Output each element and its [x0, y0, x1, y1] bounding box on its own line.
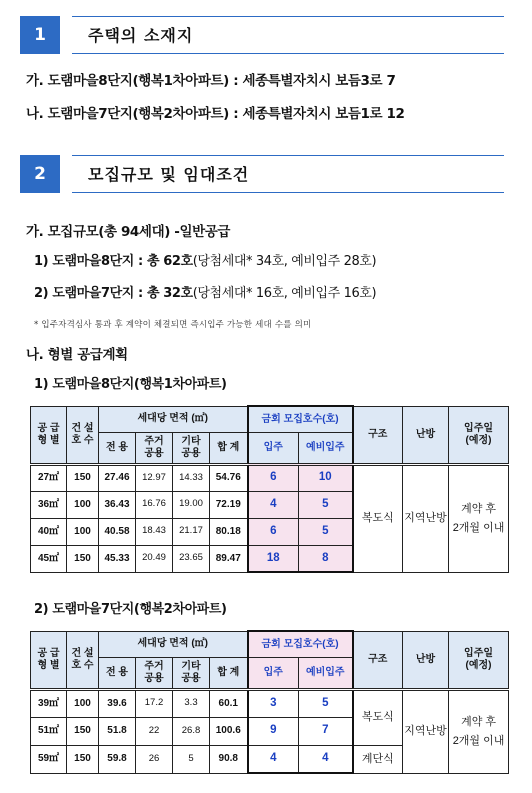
address-line-1: 가. 도램마을8단지(행복1차아파트) : 세종특별자치시 보듬3로 7	[26, 73, 396, 89]
header-units: 건 설 호 수	[67, 631, 99, 689]
cell-move-in: 9	[248, 717, 299, 745]
recruit-note: * 입주자격심사 통과 후 계약이 체결되면 즉시입주 가능한 세대 수를 의미	[34, 320, 312, 330]
cell-move-in: 18	[248, 545, 299, 572]
header-area: 세대당 면적 (㎡)	[99, 406, 248, 432]
cell-exclusive: 45.33	[99, 545, 136, 572]
cell-other: 3.3	[173, 689, 210, 717]
recruit-line-2	[34, 282, 376, 301]
cell-other: 21.17	[173, 518, 210, 545]
header-reserve: 예비입주	[299, 657, 353, 689]
header-reserve: 예비입주	[299, 432, 353, 464]
cell-other: 23.65	[173, 545, 210, 572]
header-move-in: 입주	[248, 432, 299, 464]
cell-units: 100	[67, 689, 99, 717]
header-move-in: 입주	[248, 657, 299, 689]
cell-residential: 18.43	[136, 518, 173, 545]
address-line-2: 나. 도램마을7단지(행복2차아파트) : 세종특별자치시 보듬1로 12	[26, 106, 405, 122]
complex7-table	[30, 630, 509, 774]
divider	[72, 155, 504, 156]
header-date: 입주일 (예정)	[449, 631, 509, 689]
cell-units: 150	[67, 745, 99, 773]
cell-units: 100	[67, 518, 99, 545]
recruit-line-1-rest: (당첨세대* 34호, 예비입주 28호)	[192, 254, 377, 269]
header-area: 세대당 면적 (㎡)	[99, 631, 248, 657]
cell-type: 36㎡	[31, 491, 67, 518]
header-recruit: 금회 모집호수(호)	[248, 631, 353, 657]
cell-total: 80.18	[210, 518, 248, 545]
cell-structure: 복도식	[353, 689, 403, 745]
recruit-line-2-rest: (당첨세대* 16호, 예비입주 16호)	[192, 286, 377, 301]
table-row	[31, 689, 509, 717]
cell-reserve: 10	[299, 464, 353, 491]
section-number: 1	[20, 16, 60, 54]
cell-other: 26.8	[173, 717, 210, 745]
cell-move-in: 4	[248, 745, 299, 773]
header-type: 공 급 형 별	[31, 406, 67, 464]
header-other: 기타 공용	[173, 657, 210, 689]
section-number: 2	[20, 155, 60, 193]
cell-total: 100.6	[210, 717, 248, 745]
cell-units: 150	[67, 717, 99, 745]
cell-reserve: 5	[299, 689, 353, 717]
cell-exclusive: 36.43	[99, 491, 136, 518]
cell-total: 60.1	[210, 689, 248, 717]
cell-residential: 16.76	[136, 491, 173, 518]
header-residential: 주거 공용	[136, 657, 173, 689]
section-title: 주택의 소재지	[88, 26, 194, 45]
cell-exclusive: 27.46	[99, 464, 136, 491]
header-exclusive: 전 용	[99, 657, 136, 689]
header-recruit: 금회 모집호수(호)	[248, 406, 353, 432]
cell-heating: 지역난방	[403, 464, 449, 572]
cell-exclusive: 59.8	[99, 745, 136, 773]
cell-structure: 계단식	[353, 745, 403, 773]
divider	[72, 16, 504, 17]
cell-other: 14.33	[173, 464, 210, 491]
cell-type: 27㎡	[31, 464, 67, 491]
cell-exclusive: 40.58	[99, 518, 136, 545]
cell-total: 90.8	[210, 745, 248, 773]
divider	[72, 192, 504, 193]
cell-residential: 12.97	[136, 464, 173, 491]
cell-type: 45㎡	[31, 545, 67, 572]
cell-exclusive: 39.6	[99, 689, 136, 717]
cell-date: 계약 후 2개월 이내	[449, 689, 509, 773]
cell-structure: 복도식	[353, 464, 403, 572]
cell-units: 150	[67, 545, 99, 572]
cell-units: 100	[67, 491, 99, 518]
header-type: 공 급 형 별	[31, 631, 67, 689]
header-heating: 난방	[403, 631, 449, 689]
section-1-header	[20, 16, 504, 54]
recruit-line-1-bold: 1) 도램마을8단지 : 총 62호	[34, 254, 193, 269]
plan-heading: 나. 형별 공급계획	[26, 347, 128, 363]
cell-total: 89.47	[210, 545, 248, 572]
cell-total: 72.19	[210, 491, 248, 518]
cell-reserve: 5	[299, 518, 353, 545]
cell-residential: 26	[136, 745, 173, 773]
header-heating: 난방	[403, 406, 449, 464]
cell-reserve: 7	[299, 717, 353, 745]
complex8-title: 1) 도램마을8단지(행복1차아파트)	[34, 377, 227, 392]
cell-date: 계약 후 2개월 이내	[449, 464, 509, 572]
header-structure: 구조	[353, 631, 403, 689]
cell-type: 51㎡	[31, 717, 67, 745]
cell-units: 150	[67, 464, 99, 491]
section-2-header	[20, 155, 504, 193]
complex8-table	[30, 405, 509, 573]
cell-move-in: 6	[248, 464, 299, 491]
header-total: 합 계	[210, 657, 248, 689]
header-structure: 구조	[353, 406, 403, 464]
recruit-line-1	[34, 250, 376, 269]
cell-residential: 20.49	[136, 545, 173, 572]
header-date: 입주일 (예정)	[449, 406, 509, 464]
cell-residential: 17.2	[136, 689, 173, 717]
divider	[72, 53, 504, 54]
header-residential: 주거 공용	[136, 432, 173, 464]
table-row	[31, 464, 509, 491]
recruit-heading: 가. 모집규모(총 94세대) -일반공급	[26, 224, 231, 240]
header-total: 합 계	[210, 432, 248, 464]
cell-exclusive: 51.8	[99, 717, 136, 745]
complex7-title: 2) 도램마을7단지(행복2차아파트)	[34, 602, 227, 617]
cell-other: 5	[173, 745, 210, 773]
cell-type: 59㎡	[31, 745, 67, 773]
header-exclusive: 전 용	[99, 432, 136, 464]
cell-move-in: 6	[248, 518, 299, 545]
header-other: 기타 공용	[173, 432, 210, 464]
cell-type: 39㎡	[31, 689, 67, 717]
cell-type: 40㎡	[31, 518, 67, 545]
cell-heating: 지역난방	[403, 689, 449, 773]
cell-other: 19.00	[173, 491, 210, 518]
cell-residential: 22	[136, 717, 173, 745]
cell-reserve: 5	[299, 491, 353, 518]
recruit-line-2-bold: 2) 도램마을7단지 : 총 32호	[34, 286, 193, 301]
cell-reserve: 8	[299, 545, 353, 572]
header-units: 건 설 호 수	[67, 406, 99, 464]
cell-total: 54.76	[210, 464, 248, 491]
cell-move-in: 3	[248, 689, 299, 717]
cell-reserve: 4	[299, 745, 353, 773]
section-title: 모집규모 및 임대조건	[88, 165, 250, 184]
cell-move-in: 4	[248, 491, 299, 518]
